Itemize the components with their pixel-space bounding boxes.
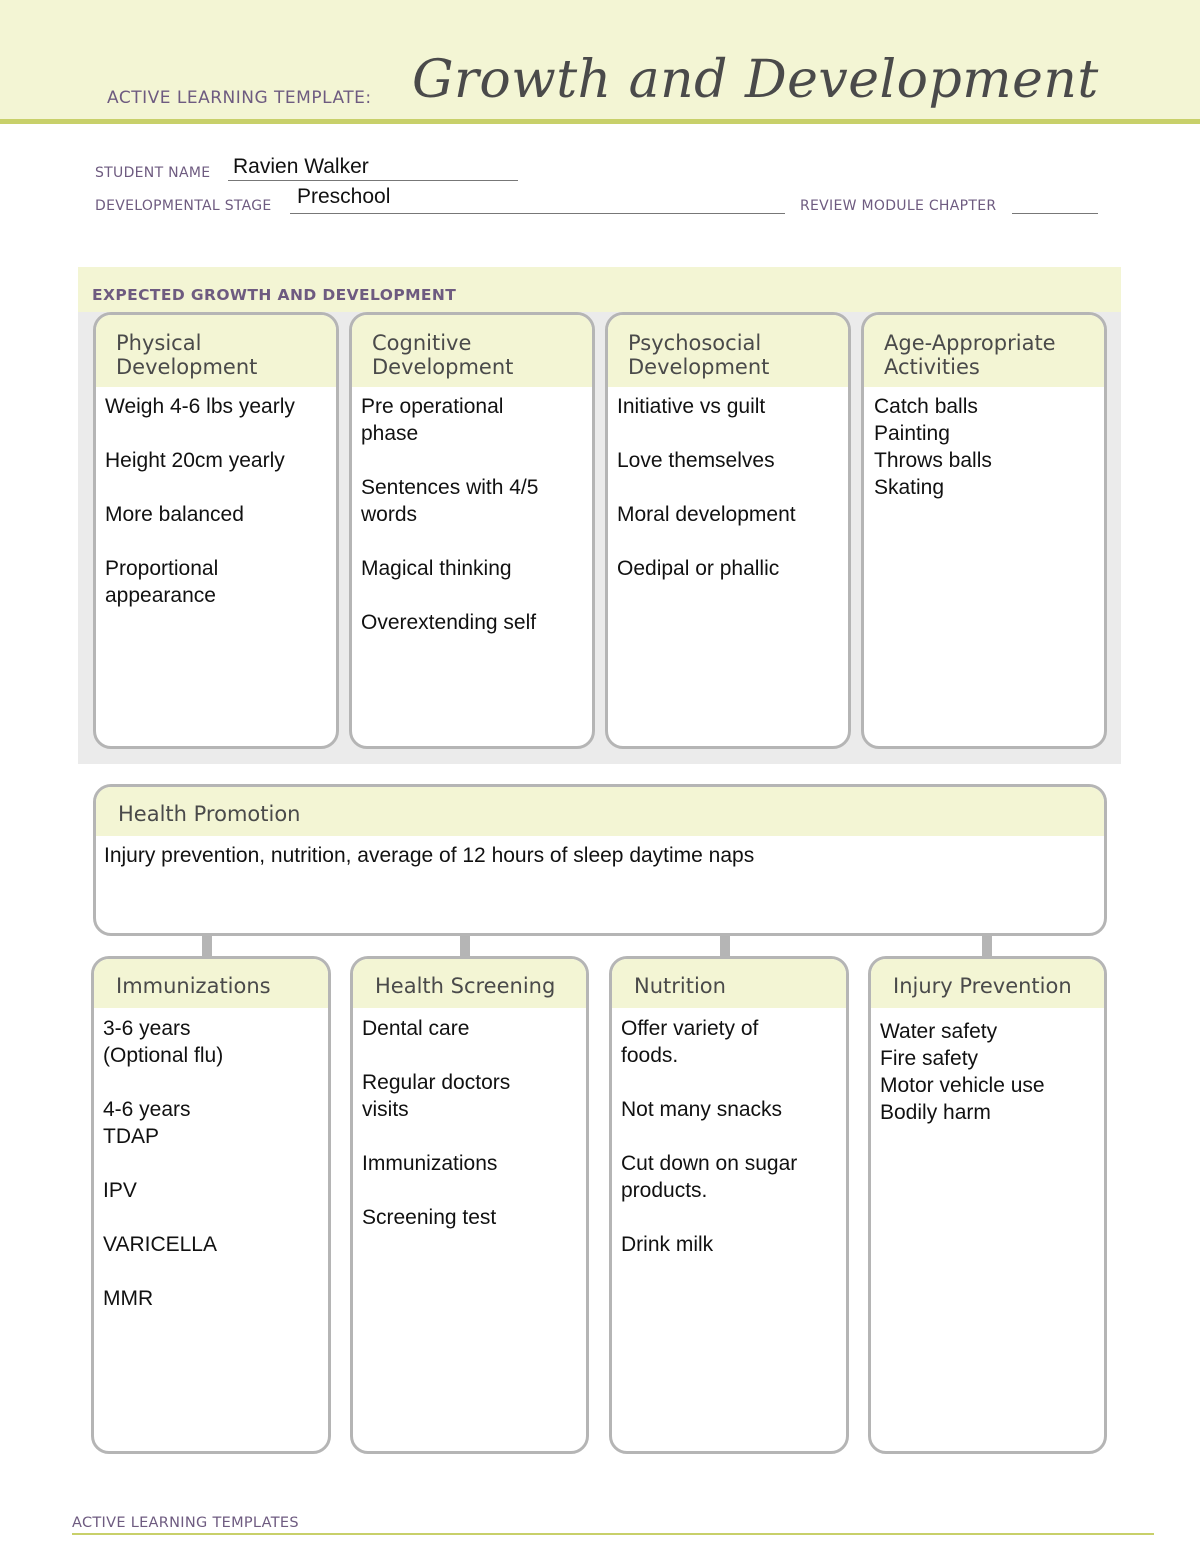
card-title: Cognitive Development — [352, 315, 592, 387]
nutrition-card — [609, 956, 849, 1454]
card-title: Physical Development — [96, 315, 336, 387]
list-item[interactable]: Moral development — [617, 503, 796, 526]
footer-divider — [72, 1533, 1154, 1535]
developmental-stage-value[interactable]: Preschool — [297, 185, 391, 208]
list-item[interactable]: IPV — [103, 1179, 137, 1202]
cognitive-development-card — [349, 312, 595, 749]
student-name-value[interactable]: Ravien Walker — [233, 155, 369, 178]
card-title: Psychosocial Development — [608, 315, 848, 387]
psychosocial-development-card — [605, 312, 851, 749]
list-item[interactable]: Regular doctors visits — [362, 1071, 511, 1121]
list-item[interactable]: More balanced — [105, 503, 244, 526]
student-name-label: STUDENT NAME — [95, 165, 211, 181]
list-item[interactable]: Offer variety of foods. — [621, 1017, 759, 1067]
list-item[interactable]: Dental care — [362, 1017, 470, 1040]
connector — [460, 934, 470, 958]
list-item[interactable]: MMR — [103, 1287, 154, 1310]
list-item[interactable]: Painting — [874, 422, 950, 445]
list-item[interactable]: Cut down on sugar products. — [621, 1152, 798, 1202]
footer-label: ACTIVE LEARNING TEMPLATES — [72, 1515, 299, 1531]
connector — [720, 934, 730, 958]
review-module-chapter-label: REVIEW MODULE CHAPTER — [800, 198, 997, 214]
list-item[interactable]: Motor vehicle use — [880, 1074, 1045, 1097]
template-label: ACTIVE LEARNING TEMPLATE: — [107, 88, 372, 108]
physical-development-card — [93, 312, 339, 749]
list-item[interactable]: Throws balls — [874, 449, 992, 472]
card-title: Age-Appropriate Activities — [864, 315, 1104, 387]
list-item[interactable]: Oedipal or phallic — [617, 557, 780, 580]
list-item[interactable]: Fire safety — [880, 1047, 979, 1070]
list-item[interactable]: Height 20cm yearly — [105, 449, 285, 472]
list-item[interactable]: 4-6 years TDAP — [103, 1098, 191, 1148]
list-item[interactable]: Pre operational phase — [361, 395, 504, 445]
review-module-chapter-line — [1012, 213, 1098, 214]
card-title: Immunizations — [94, 959, 328, 1008]
card-title: Nutrition — [612, 959, 846, 1008]
list-item[interactable]: Sentences with 4/5 words — [361, 476, 539, 526]
list-item[interactable]: VARICELLA — [103, 1233, 217, 1256]
list-item[interactable]: Bodily harm — [880, 1101, 991, 1124]
list-item[interactable]: Overextending self — [361, 611, 537, 634]
age-appropriate-activities-card — [861, 312, 1107, 749]
list-item[interactable]: Not many snacks — [621, 1098, 783, 1121]
health-promotion-text[interactable]: Injury prevention, nutrition, average of 12 hours of sleep daytime naps — [104, 844, 755, 867]
connector — [982, 934, 992, 958]
list-item[interactable]: 3-6 years (Optional flu) — [103, 1017, 224, 1067]
list-item[interactable]: Immunizations — [362, 1152, 498, 1175]
connector — [202, 934, 212, 958]
list-item[interactable]: Magical thinking — [361, 557, 512, 580]
list-item[interactable]: Drink milk — [621, 1233, 714, 1256]
developmental-stage-line — [290, 213, 785, 214]
list-item[interactable]: Initiative vs guilt — [617, 395, 766, 418]
expected-growth-title: EXPECTED GROWTH AND DEVELOPMENT — [92, 286, 457, 304]
card-title: Injury Prevention — [871, 959, 1104, 1008]
list-item[interactable]: Catch balls — [874, 395, 978, 418]
list-item[interactable]: Screening test — [362, 1206, 497, 1229]
card-title: Health Screening — [353, 959, 586, 1008]
health-promotion-card — [93, 784, 1107, 936]
list-item[interactable]: Proportional appearance — [105, 557, 219, 607]
list-item[interactable]: Skating — [874, 476, 945, 499]
immunizations-card — [91, 956, 331, 1454]
page-title: Growth and Development — [412, 50, 1099, 110]
list-item[interactable]: Weigh 4-6 lbs yearly — [105, 395, 295, 418]
student-name-line — [228, 180, 518, 181]
injury-prevention-card — [868, 956, 1107, 1454]
list-item[interactable]: Water safety — [880, 1020, 998, 1043]
list-item[interactable]: Love themselves — [617, 449, 775, 472]
health-screening-card — [350, 956, 589, 1454]
health-promotion-title: Health Promotion — [96, 787, 1104, 836]
developmental-stage-label: DEVELOPMENTAL STAGE — [95, 198, 272, 214]
